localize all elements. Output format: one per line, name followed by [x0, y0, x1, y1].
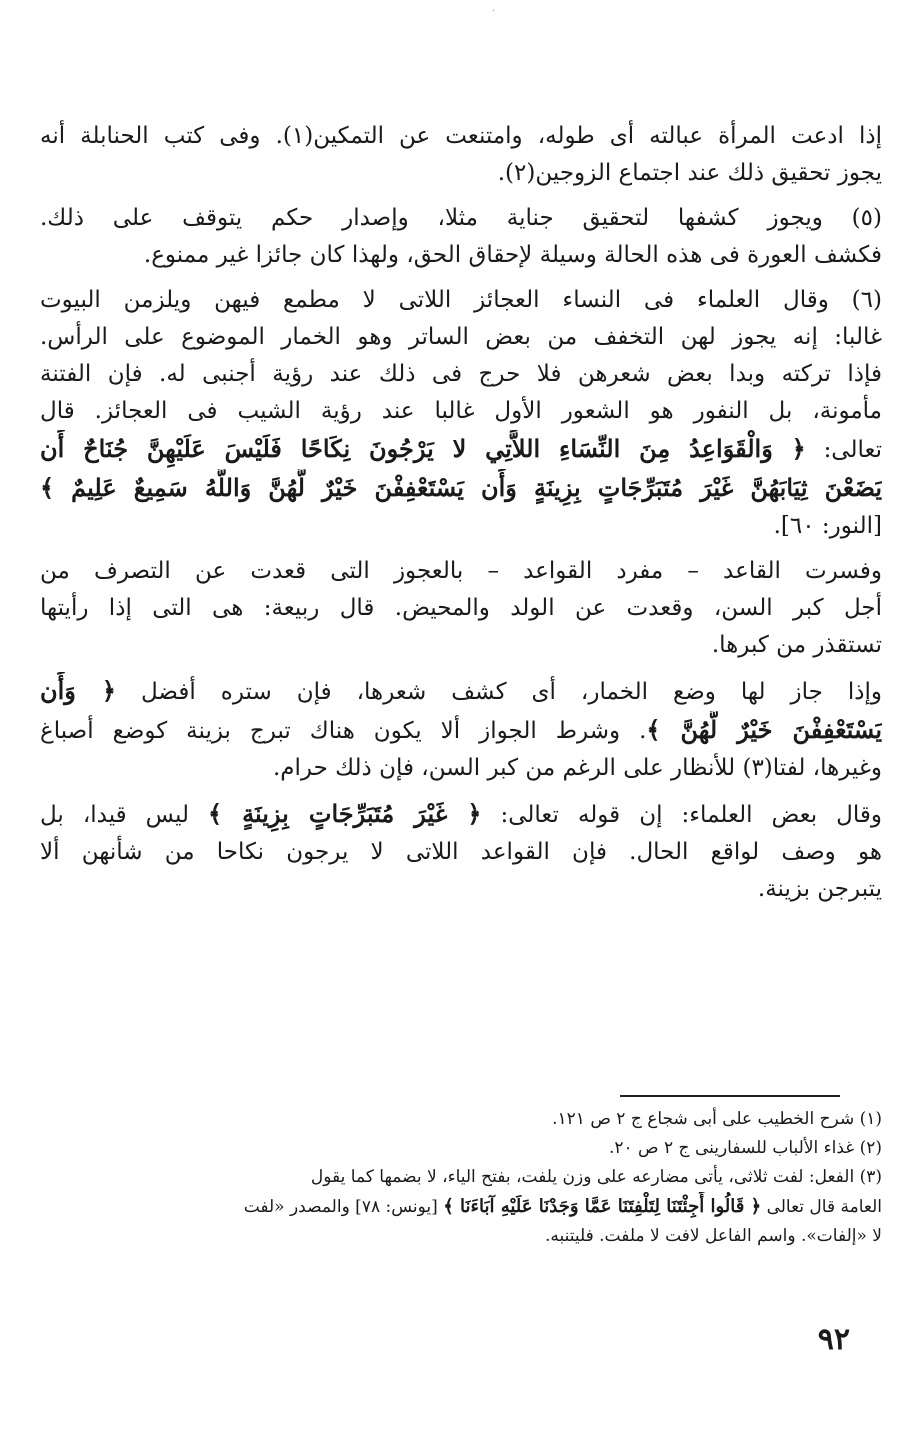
text-line: تستقذر من كبرها. [711, 632, 882, 658]
paragraph-1 [40, 118, 882, 192]
footnotes [40, 1105, 882, 1251]
page-number: ٩٢ [817, 1322, 850, 1357]
ayah-line [40, 469, 882, 508]
main-text [40, 118, 882, 908]
footnote-2: (٢) غذاء الألباب للسفارينى ج ٢ ص ٢٠. [608, 1138, 882, 1158]
footnote-3-end: لا «إلفات». واسم الفاعل لافت لا ملفت. فليتنبه. [544, 1226, 882, 1246]
text-segment: ليس قيدا، بل [40, 802, 189, 828]
paragraph-6 [40, 795, 882, 908]
text-segment: [يونس: ٧٨] والمصدر «لفت [243, 1197, 438, 1217]
quran-verse: ﴿ قَالُوا أَجِئْتَنَا لِتَلْفِتَنَا عَمَّا وَجَدْنَا عَلَيْهِ آبَاءَنَا ﴾ [443, 1196, 762, 1217]
scan-mark: · [492, 6, 496, 17]
text-line: (٥) ويجوز كشفها لتحقيق جناية مثلا، وإصدار حكم يتوقف على ذلك. [40, 205, 882, 231]
text-line: فإذا تركته وبدا بعض شعرهن فلا حرج فى ذلك عند رؤية أجنبى له. فإن الفتنة [40, 361, 882, 387]
footnote-divider [620, 1095, 840, 1097]
ayah-line [40, 430, 882, 469]
quran-verse: ﴿ غَيْرَ مُتَبَرِّجَاتٍ بِزِينَةٍ ﴾ [208, 799, 482, 828]
quran-verse: يَسْتَعْفِفْنَ خَيْرٌ لَّهُنَّ ﴾ [646, 715, 882, 744]
text-segment: وقال بعض العلماء: إن قوله تعالى: [500, 802, 882, 828]
text-line: يتبرجن بزينة. [757, 876, 882, 902]
paragraph-2 [40, 200, 882, 274]
quran-verse: يَضَعْنَ ثِيَابَهُنَّ غَيْرَ مُتَبَرِّجَاتٍ بِزِينَةٍ وَأَن يَسْتَعْفِفْنَ خَيْرٌ لَّهُنَّ وَاللَّهُ سَمِيعٌ عَلِيمٌ ﴾ [40, 473, 882, 502]
text-segment: . وشرط الجواز ألا يكون هناك تبرج بزينة كوضع أصباغ [40, 718, 647, 744]
text-segment: العامة قال تعالى [766, 1197, 882, 1217]
footnote-3: (٣) الفعل: لفت ثلاثى، يأتى مضارعه على وزن يلفت، بفتح الياء، لا بضمها كما يقول [310, 1167, 882, 1187]
quran-verse: ﴿ وَالْقَوَاعِدُ مِنَ النِّسَاءِ اللاَّتِي لا يَرْجُونَ نِكَاحًا فَلَيْسَ عَلَيْهِنَّ جُنَاحٌ أَن [40, 434, 806, 463]
paragraph-4 [40, 553, 882, 664]
text-line: أجل كبر السن، وقعدت عن الولد والمحيض. قال ربيعة: هى التى إذا رأيتها [40, 595, 882, 621]
text-line: إذا ادعت المرأة عبالته أى طوله، وامتنعت عن التمكين(١). وفى كتب الحنابلة أنه [40, 123, 882, 149]
text-line: (٦) وقال العلماء فى النساء العجائز اللاتى لا مطمع فيهن ويلزمن البيوت [40, 287, 882, 313]
text-line: مأمونة، بل النفور هو الشعور الأول غالبا عند رؤية الشيب فى العجائز. قال [40, 398, 882, 424]
text-line [40, 795, 882, 834]
text-segment: وإذا جاز لها وضع الخمار، أى كشف شعرها، فإن ستره أفضل [141, 679, 882, 705]
text-line: فكشف العورة فى هذه الحالة وسيلة لإحقاق الحق، ولهذا كان جائزا غير ممنوع. [143, 242, 882, 268]
text-line: وفسرت القاعد – مفرد القواعد – بالعجوز التى قعدت عن التصرف من [40, 558, 882, 584]
quran-verse: ﴿ وَأَن [40, 676, 116, 705]
footnote-3-continued [40, 1192, 882, 1222]
text-line [40, 711, 882, 750]
paragraph-3 [40, 282, 882, 545]
paragraph-5 [40, 672, 882, 787]
footnote-1: (١) شرح الخطيب على أبى شجاع ج ٢ ص ١٢١. [552, 1109, 882, 1129]
ayah-reference: [النور: ٦٠]. [773, 513, 882, 539]
ayah-prefix: تعالى: [823, 437, 882, 463]
text-line: هو وصف لواقع الحال. فإن القواعد اللاتى لا يرجون نكاحا من شأنهن ألا [40, 839, 882, 865]
text-line: غالبا: إنه يجوز لهن التخفف من بعض الساتر وهو الخمار الموضوع على الرأس. [40, 324, 882, 350]
text-line: وغيرها، لفتا(٣) للأنظار على الرغم من كبر السن، فإن ذلك حرام. [272, 755, 882, 781]
text-line [40, 672, 882, 711]
text-line: يجوز تحقيق ذلك عند اجتماع الزوجين(٢). [497, 160, 882, 186]
